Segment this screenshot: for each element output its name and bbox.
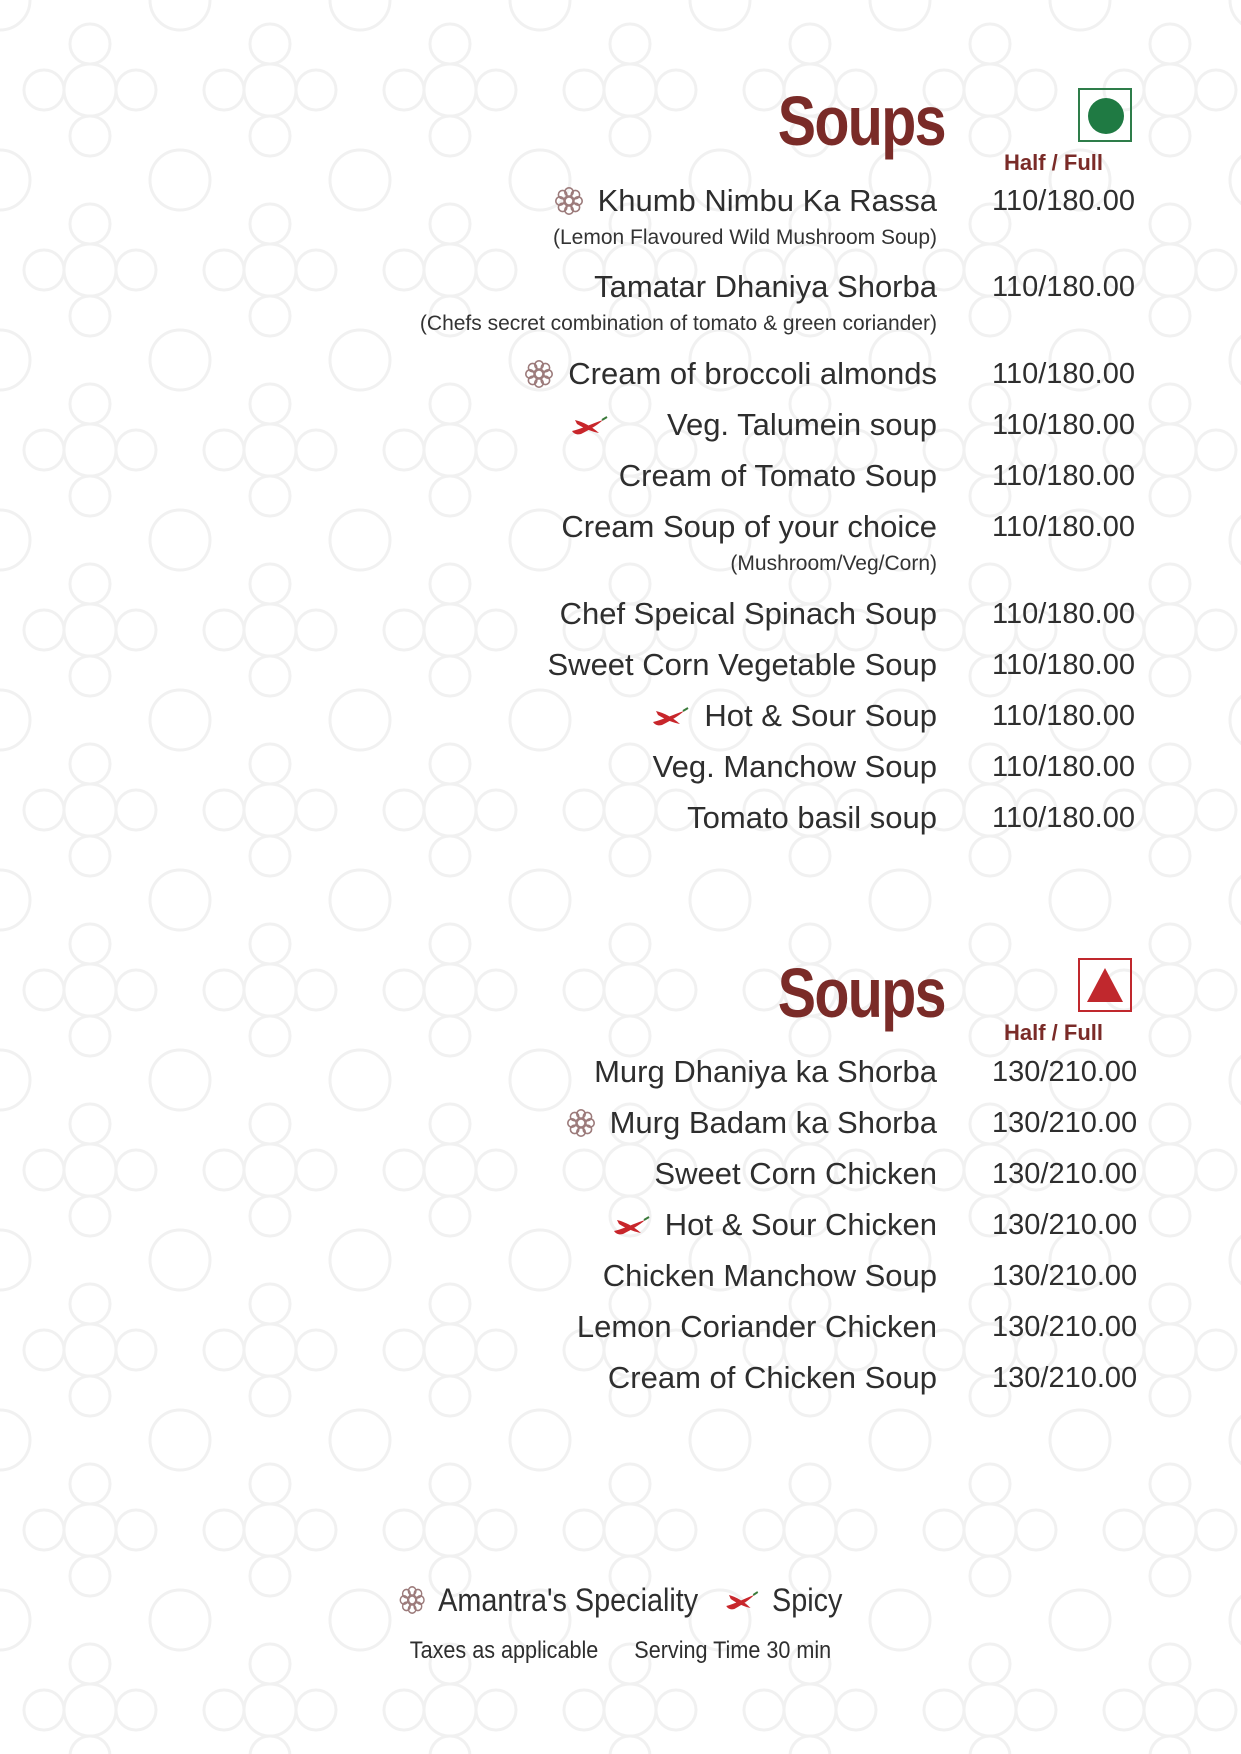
menu-item-label: Cream of broccoli almonds	[568, 356, 937, 391]
menu-item-label: Veg. Talumein soup	[666, 407, 937, 442]
menu-item-price: 110/180.00	[992, 649, 1135, 681]
menu-item-name	[594, 264, 937, 310]
menu-item-row	[0, 402, 1241, 448]
menu-item-price: 130/210.00	[992, 1056, 1138, 1088]
menu-item-price: 110/180.00	[992, 460, 1135, 492]
menu-item-price: 130/210.00	[992, 1260, 1138, 1292]
menu-item-label: Sweet Corn Chicken	[654, 1156, 937, 1191]
menu-item-label: Murg Badam ka Shorba	[609, 1105, 937, 1140]
menu-item-row	[0, 1202, 1241, 1248]
chili-icon	[723, 1589, 759, 1611]
serving-time-note: Serving Time 30 min	[634, 1637, 832, 1664]
menu-item-row	[0, 1151, 1241, 1197]
menu-item-row	[0, 642, 1241, 688]
menu-item-row	[0, 453, 1241, 499]
taxes-note: Taxes as applicable	[409, 1637, 599, 1664]
menu-item-price: 110/180.00	[992, 409, 1135, 441]
chili-icon	[611, 1214, 651, 1236]
nonveg-marker-icon	[1078, 958, 1132, 1012]
flower-icon	[524, 359, 554, 389]
menu-item-label: Veg. Manchow Soup	[652, 749, 937, 784]
menu-item-row	[0, 1100, 1241, 1146]
menu-item-price: 110/180.00	[992, 598, 1135, 630]
menu-item-row	[0, 264, 1241, 310]
menu-item-price: 130/210.00	[992, 1362, 1138, 1394]
legend	[62, 1578, 1179, 1622]
footnote	[62, 1634, 1179, 1668]
menu-item-name	[560, 591, 937, 637]
menu-item-row	[0, 1304, 1241, 1350]
menu-item-row	[0, 693, 1241, 739]
menu-item-name	[603, 1253, 937, 1299]
menu-item-name	[569, 402, 937, 448]
menu-item-row	[0, 351, 1241, 397]
menu-item-name	[577, 1304, 937, 1350]
menu-item-row	[0, 795, 1241, 841]
menu-item-name	[608, 1355, 937, 1401]
menu-item-price: 110/180.00	[992, 511, 1135, 543]
menu-item-description: (Lemon Flavoured Wild Mushroom Soup)	[553, 226, 937, 249]
menu-item-name	[548, 642, 938, 688]
menu-item-price: 130/210.00	[992, 1158, 1138, 1190]
menu-item-row	[0, 744, 1241, 790]
menu-item-description: (Chefs secret combination of tomato & green coriander)	[419, 312, 937, 335]
menu-item-name	[566, 1100, 937, 1146]
menu-item-row	[0, 1355, 1241, 1401]
menu-item-price: 110/180.00	[992, 700, 1135, 732]
veg-section-title: Soups	[777, 82, 945, 160]
menu-item-label: Murg Dhaniya ka Shorba	[594, 1054, 937, 1089]
menu-item-name	[619, 453, 937, 499]
menu-item-price: 130/210.00	[992, 1209, 1138, 1241]
menu-item-price: 110/180.00	[992, 271, 1135, 303]
menu-item-label: Khumb Nimbu Ka Rassa	[597, 183, 937, 218]
menu-item-row	[0, 591, 1241, 637]
legend-spicy-label: Spicy	[771, 1581, 843, 1618]
menu-item-price: 110/180.00	[992, 751, 1135, 783]
menu-item-name	[654, 1151, 937, 1197]
menu-item-name	[554, 178, 937, 224]
menu-item-name	[653, 744, 937, 790]
menu-item-label: Hot & Sour Chicken	[664, 1207, 937, 1242]
chili-icon	[650, 705, 690, 727]
menu-item-name	[561, 504, 937, 550]
veg-column-header: Half / Full	[1004, 150, 1103, 175]
legend-speciality-label: Amantra's Speciality	[438, 1581, 699, 1618]
menu-item-label: Tomato basil soup	[687, 800, 937, 835]
menu-item-row	[0, 178, 1241, 224]
menu-item-name	[594, 1049, 937, 1095]
menu-item-price: 110/180.00	[992, 185, 1135, 217]
flower-icon	[554, 186, 584, 216]
menu-item-label: Chicken Manchow Soup	[602, 1258, 937, 1293]
menu-item-price: 130/210.00	[992, 1107, 1138, 1139]
chili-icon	[569, 414, 609, 436]
menu-item-label: Cream Soup of your choice	[561, 509, 937, 544]
nonveg-column-header: Half / Full	[1004, 1020, 1103, 1045]
menu-item-label: Cream of Tomato Soup	[618, 458, 937, 493]
menu-item-row	[0, 1049, 1241, 1095]
flower-icon	[566, 1108, 596, 1138]
menu-item-name	[687, 795, 937, 841]
menu-item-label: Hot & Sour Soup	[704, 698, 937, 733]
menu-item-row	[0, 504, 1241, 550]
menu-item-label: Chef Speical Spinach Soup	[559, 596, 937, 631]
menu-item-name	[650, 693, 937, 739]
menu-item-name	[524, 351, 937, 397]
menu-item-label: Tamatar Dhaniya Shorba	[594, 269, 937, 304]
menu-item-price: 110/180.00	[992, 358, 1135, 390]
menu-item-price: 110/180.00	[992, 802, 1135, 834]
menu-item-name	[611, 1202, 937, 1248]
menu-item-label: Cream of Chicken Soup	[607, 1360, 937, 1395]
flower-icon	[399, 1585, 426, 1615]
veg-marker-icon	[1078, 88, 1132, 142]
menu-item-label: Sweet Corn Vegetable Soup	[547, 647, 937, 682]
menu-item-row	[0, 1253, 1241, 1299]
menu-item-description: (Mushroom/Veg/Corn)	[730, 552, 937, 575]
menu-item-label: Lemon Coriander Chicken	[576, 1309, 937, 1344]
nonveg-section-title: Soups	[777, 954, 945, 1032]
menu-item-price: 130/210.00	[992, 1311, 1138, 1343]
